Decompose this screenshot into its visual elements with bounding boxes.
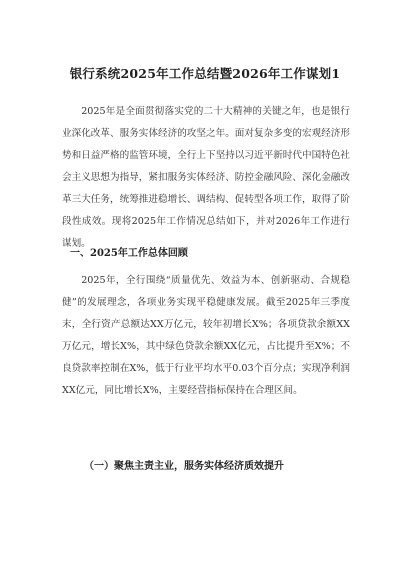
subsection-heading-real-economy: （一）聚焦主责主业，服务实体经济质效提升 <box>84 461 284 472</box>
document-title: 银行系统2025年工作总结暨2026年工作谋划1 <box>69 66 341 81</box>
overview-paragraph: 2025年，全行围绕“质量优先、效益为本、创新驱动、合规稳健”的发展理念，各项业务实现平稳健康发展。截至2025年三季度末，全行资产总额达XX万亿元，较年初增长X%；各项贷款余额XX万亿元，增长X%，其中绿色贷款余额XX亿元，占比提升至X%；不良贷款率控制在X%，低于行业平均水平0.03个百分点；实现净利润XX亿元，同比增长X%，主要经营指标保持在合理区间。 <box>62 275 350 396</box>
section-heading-overview: 一、2025年工作总体回顾 <box>70 248 188 259</box>
intro-paragraph: 2025年是全面贯彻落实党的二十大精神的关键之年，也是银行业深化改革、服务实体经济的攻坚之年。面对复杂多变的宏观经济形势和日益严格的监管环境，全行上下坚持以习近平新时代中国特色社会主义思想为指导，紧扣服务实体经济、防控金融风险、深化金融改革三大任务，统筹推进稳增长、调结构、促转型各项工作，取得了阶段性成效。现将2025年工作情况总结如下，并对2026年工作进行谋划。 <box>62 106 350 249</box>
